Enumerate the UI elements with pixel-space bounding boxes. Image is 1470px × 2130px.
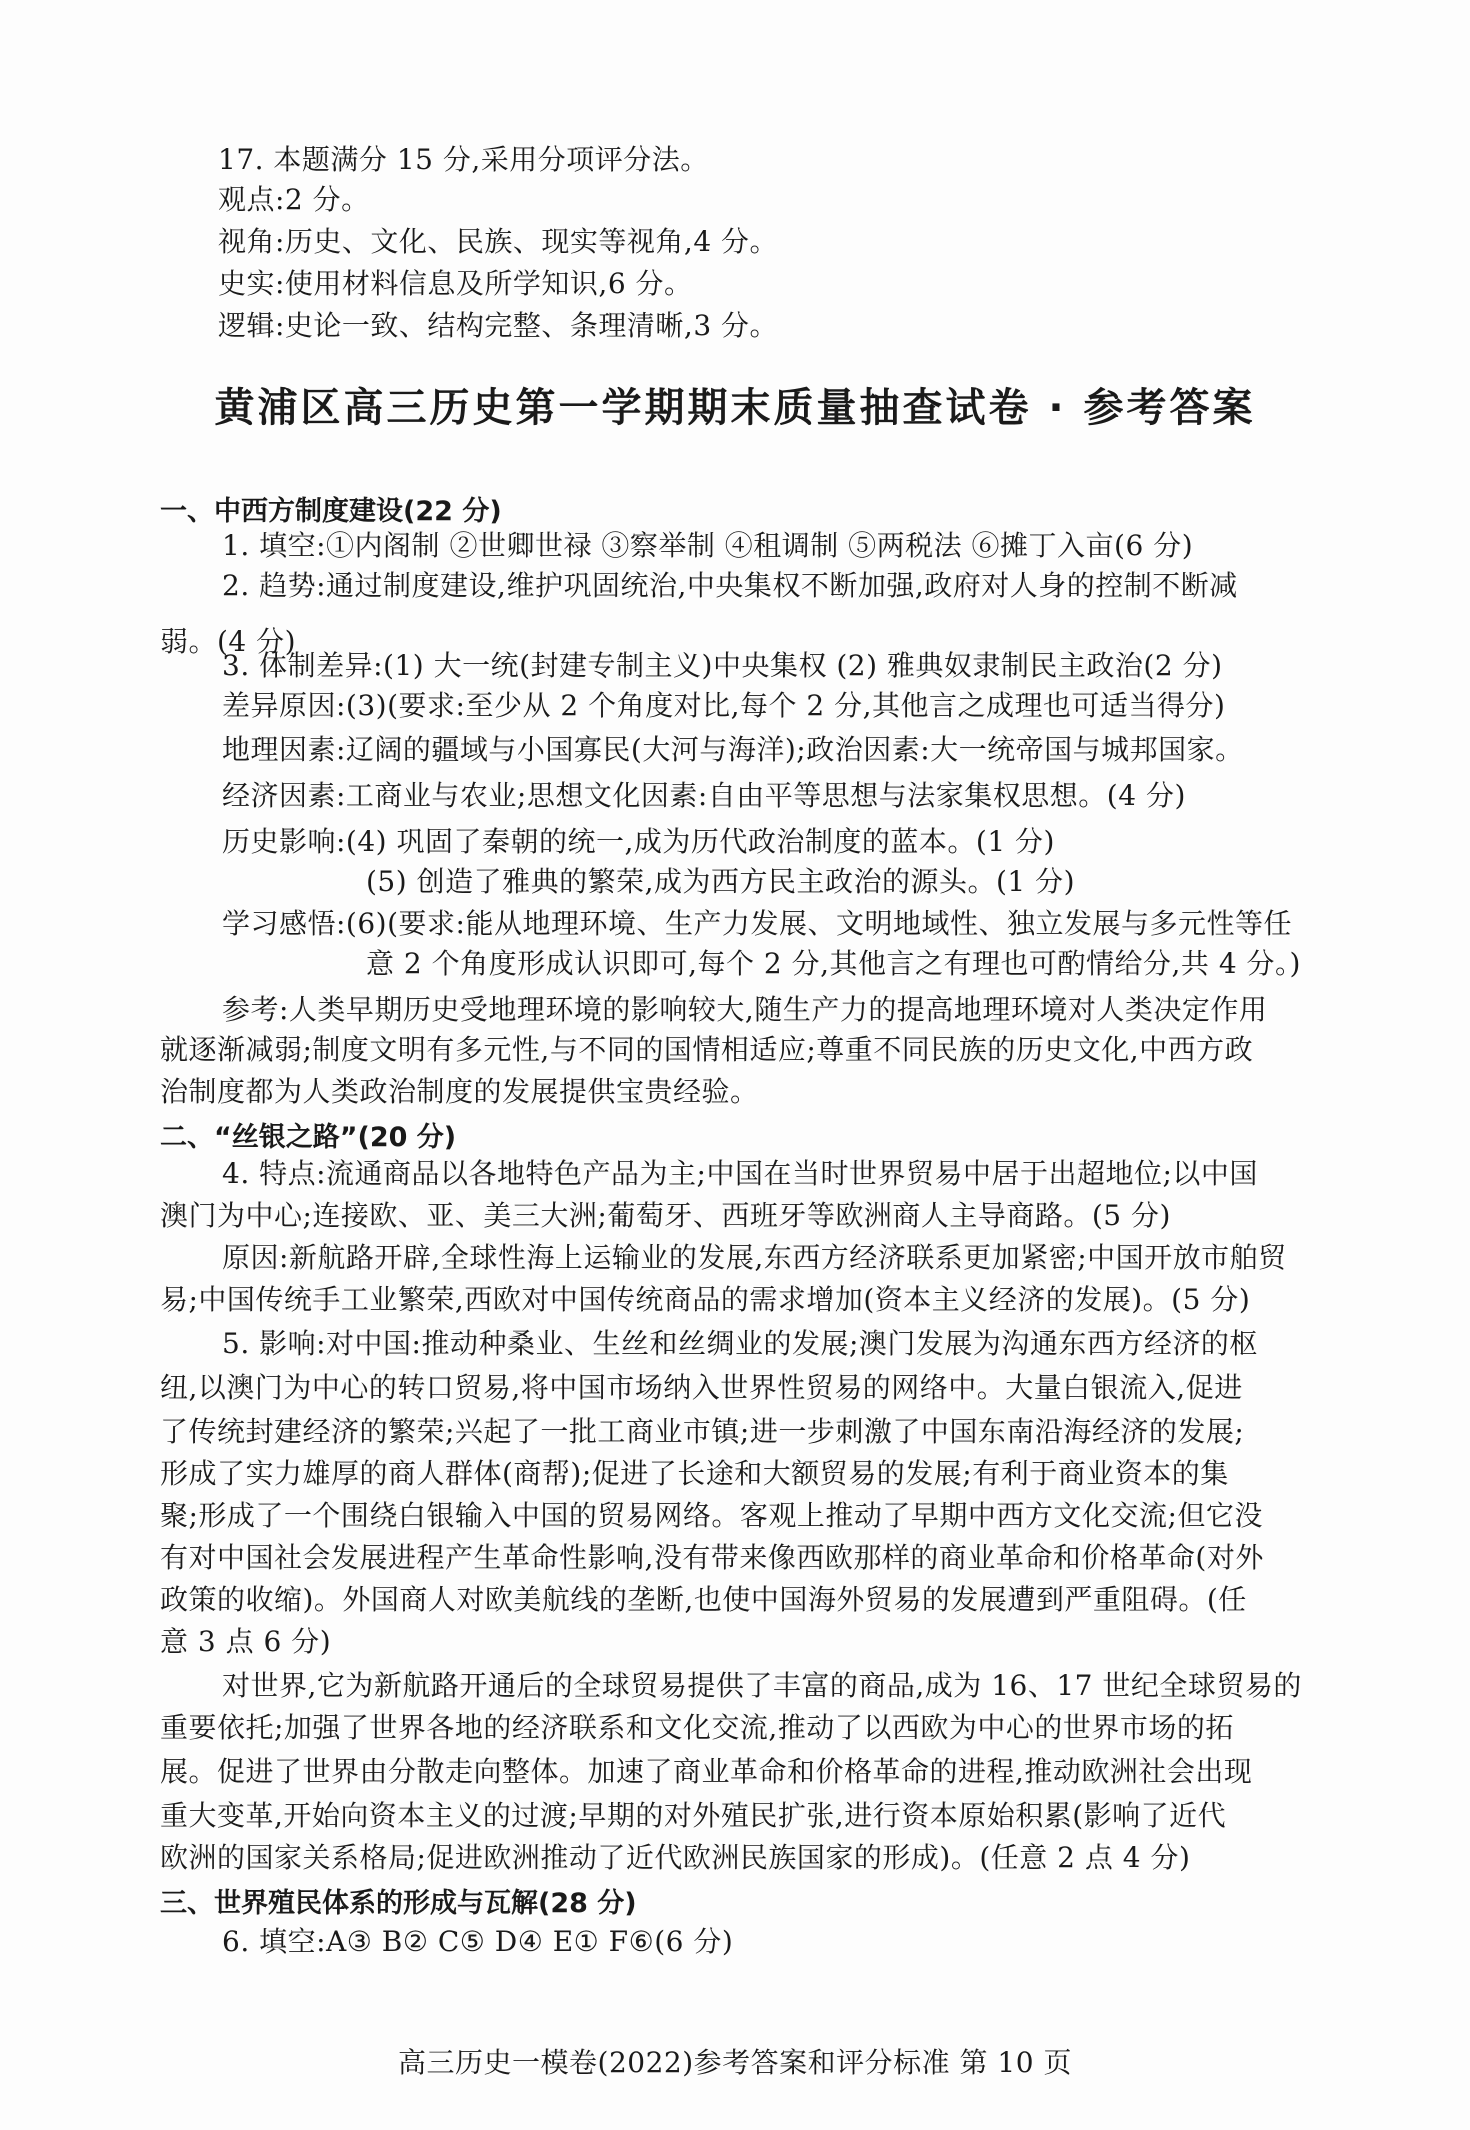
- q17-viewpoint: 观点:2 分。: [218, 183, 370, 216]
- section1-line: 弱。(4 分): [160, 625, 297, 658]
- section1-line: 地理因素:辽阔的疆域与小国寡民(大河与海洋);政治因素:大一统帝国与城邦国家。: [222, 733, 1244, 766]
- section2-line: 对世界,它为新航路开通后的全球贸易提供了丰富的商品,成为 16、17 世纪全球贸易的: [222, 1669, 1302, 1702]
- section1-line: 3. 体制差异:(1) 大一统(封建专制主义)中央集权 (2) 雅典奴隶制民主政治(2 分): [222, 649, 1223, 682]
- section2-line: 有对中国社会发展进程产生革命性影响,没有带来像西欧那样的商业革命和价格革命(对外: [160, 1541, 1264, 1574]
- page-footer: 高三历史一模卷(2022)参考答案和评分标准 第 10 页: [398, 2046, 1072, 2079]
- section1-heading: 一、中西方制度建设(22 分): [160, 496, 502, 527]
- section1-line: 就逐渐减弱;制度文明有多元性,与不同的国情相适应;尊重不同民族的历史文化,中西方政: [160, 1033, 1254, 1066]
- page-title: 黄浦区高三历史第一学期期末质量抽查试卷 · 参考答案: [214, 385, 1256, 431]
- section1-line: 1. 填空:①内阁制 ②世卿世禄 ③察举制 ④租调制 ⑤两税法 ⑥摊丁入亩(6 分): [222, 529, 1194, 562]
- section1-line: 学习感悟:(6)(要求:能从地理环境、生产力发展、文明地域性、独立发展与多元性等任: [222, 907, 1292, 940]
- section2-line: 政策的收缩)。外国商人对欧美航线的垄断,也使中国海外贸易的发展遭到严重阻碍。(任: [160, 1583, 1247, 1616]
- section2-line: 了传统封建经济的繁荣;兴起了一批工商业市镇;进一步刺激了中国东南沿海经济的发展;: [160, 1415, 1245, 1448]
- section2-line: 原因:新航路开辟,全球性海上运输业的发展,东西方经济联系更加紧密;中国开放市舶贸: [222, 1241, 1287, 1274]
- q17-perspective: 视角:历史、文化、民族、现实等视角,4 分。: [218, 225, 779, 258]
- section2-line: 5. 影响:对中国:推动种桑业、生丝和丝绸业的发展;澳门发展为沟通东西方经济的枢: [222, 1327, 1258, 1360]
- section2-line: 纽,以澳门为中心的转口贸易,将中国市场纳入世界性贸易的网络中。大量白银流入,促进: [160, 1371, 1243, 1404]
- section3-heading: 三、世界殖民体系的形成与瓦解(28 分): [160, 1888, 637, 1919]
- section2-line: 意 3 点 6 分): [160, 1625, 332, 1658]
- section3-line: 6. 填空:A③ B② C⑤ D④ E① F⑥(6 分): [222, 1925, 734, 1958]
- section2-line: 展。促进了世界由分散走向整体。加速了商业革命和价格革命的进程,推动欧洲社会出现: [160, 1755, 1253, 1788]
- section2-line: 澳门为中心;连接欧、亚、美三大洲;葡萄牙、西班牙等欧洲商人主导商路。(5 分): [160, 1199, 1171, 1232]
- section2-line: 重要依托;加强了世界各地的经济联系和文化交流,推动了以西欧为中心的世界市场的拓: [160, 1711, 1234, 1744]
- section1-line: (5) 创造了雅典的繁荣,成为西方民主政治的源头。(1 分): [366, 865, 1076, 898]
- q17-header: 17. 本题满分 15 分,采用分项评分法。: [218, 143, 709, 176]
- section1-line: 历史影响:(4) 巩固了秦朝的统一,成为历代政治制度的蓝本。(1 分): [222, 825, 1055, 858]
- section1-line: 意 2 个角度形成认识即可,每个 2 分,其他言之有理也可酌情给分,共 4 分。): [366, 947, 1301, 980]
- section2-line: 重大变革,开始向资本主义的过渡;早期的对外殖民扩张,进行资本原始积累(影响了近代: [160, 1799, 1227, 1832]
- section1-line: 2. 趋势:通过制度建设,维护巩固统治,中央集权不断加强,政府对人身的控制不断减: [222, 569, 1238, 602]
- section2-line: 欧洲的国家关系格局;促进欧洲推动了近代欧洲民族国家的形成)。(任意 2 点 4 分): [160, 1841, 1191, 1874]
- section2-line: 易;中国传统手工业繁荣,西欧对中国传统商品的需求增加(资本主义经济的发展)。(5 分): [160, 1283, 1251, 1316]
- section2-line: 聚;形成了一个围绕白银输入中国的贸易网络。客观上推动了早期中西方文化交流;但它没: [160, 1499, 1263, 1532]
- q17-logic: 逻辑:史论一致、结构完整、条理清晰,3 分。: [218, 309, 779, 342]
- section1-line: 参考:人类早期历史受地理环境的影响较大,随生产力的提高地理环境对人类决定作用: [222, 993, 1268, 1026]
- q17-facts: 史实:使用材料信息及所学知识,6 分。: [218, 267, 693, 300]
- section2-line: 4. 特点:流通商品以各地特色产品为主;中国在当时世界贸易中居于出超地位;以中国: [222, 1157, 1258, 1190]
- section1-line: 经济因素:工商业与农业;思想文化因素:自由平等思想与法家集权思想。(4 分): [222, 779, 1186, 812]
- section1-line: 差异原因:(3)(要求:至少从 2 个角度对比,每个 2 分,其他言之成理也可适当得分): [222, 689, 1226, 722]
- section2-line: 形成了实力雄厚的商人群体(商帮);促进了长途和大额贸易的发展;有利于商业资本的集: [160, 1457, 1229, 1490]
- section1-line: 治制度都为人类政治制度的发展提供宝贵经验。: [160, 1075, 759, 1108]
- section2-heading: 二、“丝银之路”(20 分): [160, 1122, 457, 1153]
